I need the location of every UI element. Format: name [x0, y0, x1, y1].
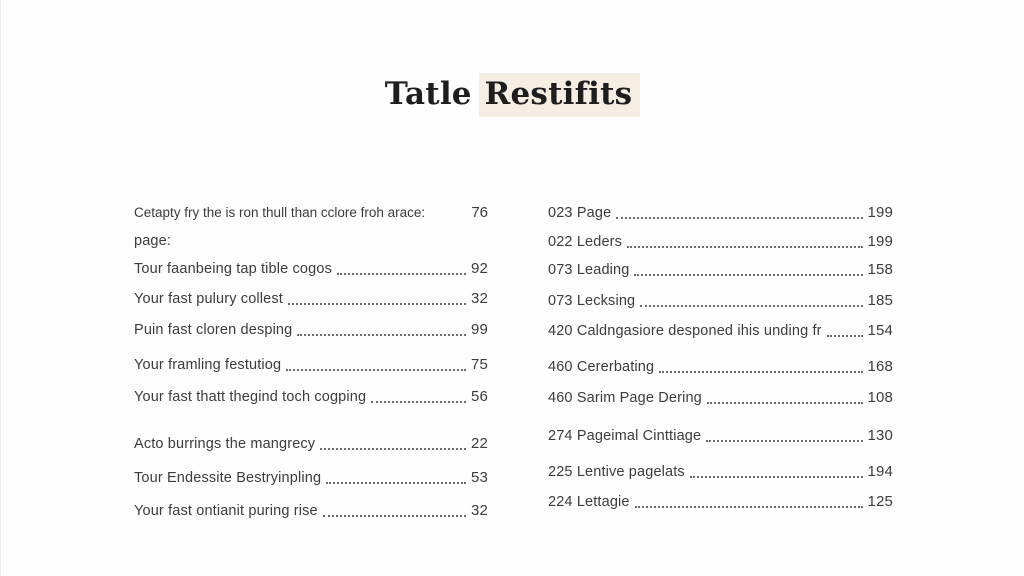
toc-entry: [134, 388, 488, 406]
entry-label: 420 Caldngasiore desponed ihis unding fr: [548, 323, 822, 339]
dot-leader: [635, 506, 863, 508]
entry-label: 225 Lentive pagelats: [548, 464, 685, 480]
entry-label: Tour Endessite Bestryinpling: [134, 470, 322, 486]
entry-page-number: 199: [867, 204, 893, 221]
toc-entry: [134, 321, 488, 339]
toc-entry: [548, 358, 893, 376]
dot-leader: [640, 305, 862, 307]
entry-page-number: 158: [867, 261, 893, 278]
toc-entry: [548, 427, 893, 445]
dot-leader: [297, 334, 466, 336]
dot-leader: [827, 335, 863, 337]
toc-entry: [134, 502, 488, 520]
dot-leader: [320, 448, 466, 450]
entry-page-number: 125: [867, 493, 893, 510]
entry-label: 274 Pageimal Cinttiage: [548, 428, 702, 444]
toc-entry: [134, 435, 488, 453]
entry-page-number: 194: [867, 463, 893, 480]
toc-entry-continuation: [134, 232, 488, 250]
dot-leader: [690, 476, 863, 478]
entry-page-number: 32: [471, 502, 488, 519]
entry-page-number: 22: [471, 435, 488, 452]
dot-leader: [337, 273, 466, 275]
dot-leader: [706, 440, 862, 442]
entry-page-number: 92: [471, 260, 488, 277]
entry-label: Your fast thatt thegind toch cogping: [134, 389, 367, 405]
entry-label: Cetapty fry the is ron thull than cclore froh arace:: [134, 205, 426, 220]
entry-page-number: 108: [867, 389, 893, 406]
entry-page-number: 75: [471, 356, 488, 373]
entry-label: 224 Lettagie: [548, 494, 630, 510]
entry-label: 023 Page: [548, 205, 612, 221]
page-title-plain: Tatle: [384, 76, 472, 112]
entry-label: Acto burrings the mangrecy: [134, 436, 316, 452]
toc-entry: [134, 290, 488, 308]
page-title: [1, 76, 1024, 112]
entry-page-number: 76: [471, 204, 488, 221]
dot-leader: [707, 402, 863, 404]
toc-entry: [548, 261, 893, 279]
toc-entry: [548, 389, 893, 407]
toc-column-left: [134, 204, 488, 520]
entry-page-number: 99: [471, 321, 488, 338]
toc-entry: [548, 322, 893, 340]
dot-leader: [323, 515, 466, 517]
entry-label: Your fast pulury collest: [134, 291, 283, 307]
toc-entry: [134, 204, 488, 222]
toc-entry: [134, 469, 488, 487]
entry-page-number: 130: [867, 427, 893, 444]
entry-label: 073 Lecksing: [548, 293, 636, 309]
entry-page-number: 32: [471, 290, 488, 307]
page-title-highlight: Restifits: [479, 73, 641, 117]
entry-label: Your framling festutiog: [134, 357, 282, 373]
dot-leader: [286, 369, 466, 371]
entry-label: Puin fast cloren desping: [134, 322, 293, 338]
toc-entry: [548, 292, 893, 310]
dot-leader: [288, 303, 466, 305]
entry-label: 460 Sarim Page Dering: [548, 390, 702, 406]
entry-label: Tour faanbeing tap tible cogos: [134, 261, 332, 277]
entry-page-number: 199: [867, 233, 893, 250]
entry-page-number: 53: [471, 469, 488, 486]
dot-leader: [634, 274, 862, 276]
dot-leader: [627, 246, 862, 248]
entry-label: 073 Leading: [548, 262, 630, 278]
entry-page-number: 154: [867, 322, 893, 339]
toc-entry: [548, 204, 893, 222]
dot-leader: [659, 371, 862, 373]
toc-entry: [548, 493, 893, 511]
toc-entry: [548, 233, 893, 251]
entry-label: page:: [134, 233, 172, 249]
dot-leader: [371, 401, 466, 403]
toc-entry: [134, 356, 488, 374]
toc-entry: [134, 260, 488, 278]
dot-leader: [616, 217, 862, 219]
dot-leader: [326, 482, 466, 484]
toc-column-right: [548, 204, 893, 511]
entry-label: 460 Cererbating: [548, 359, 655, 375]
entry-page-number: 168: [867, 358, 893, 375]
entry-page-number: 185: [867, 292, 893, 309]
toc-entry: [548, 463, 893, 481]
entry-label: Your fast ontianit puring rise: [134, 503, 318, 519]
entry-page-number: 56: [471, 388, 488, 405]
entry-label: 022 Leders: [548, 234, 623, 250]
